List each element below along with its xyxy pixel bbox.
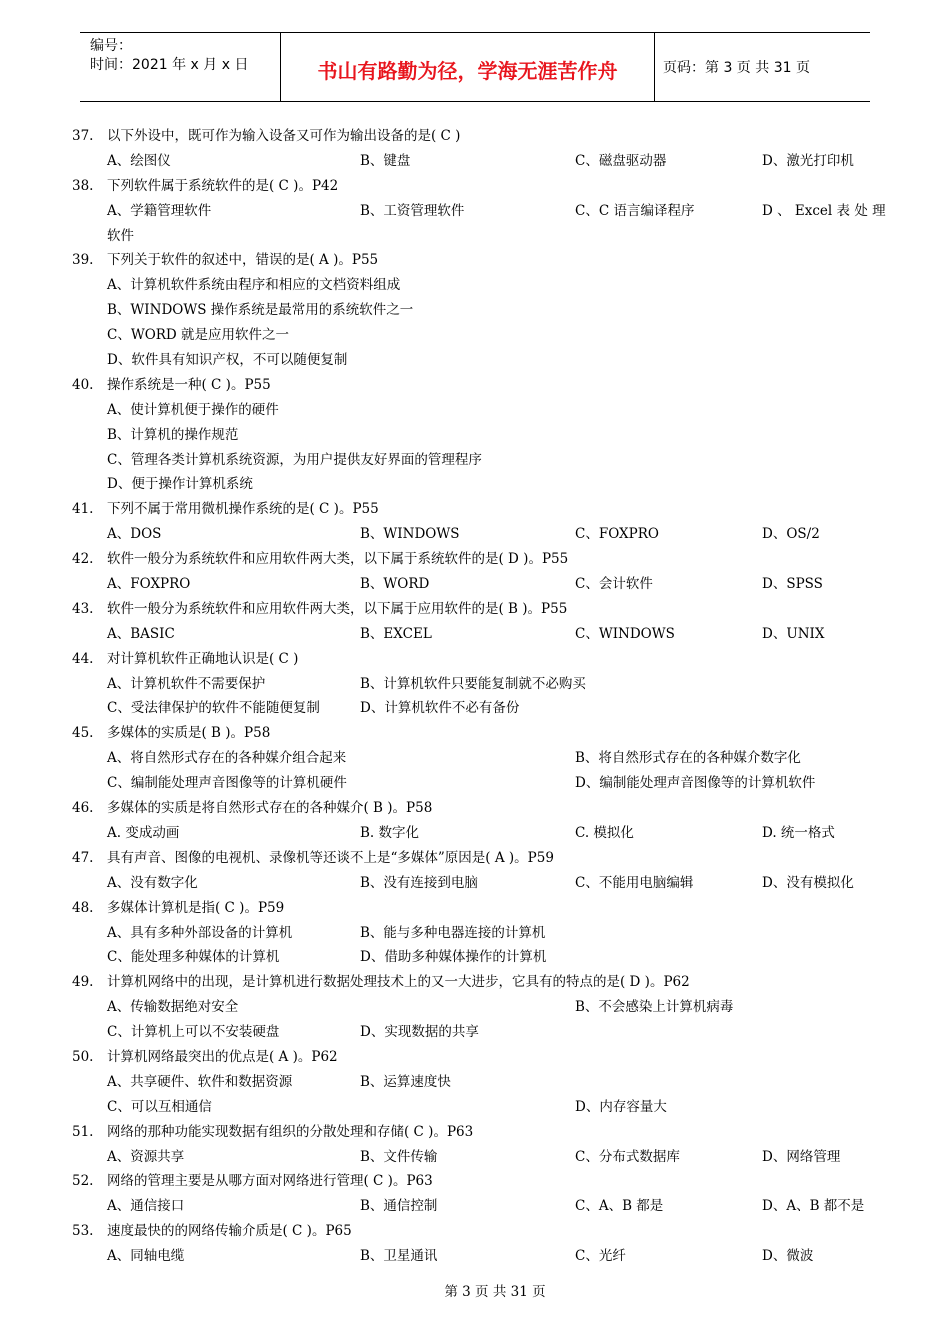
answer-option: C、可以互相通信 xyxy=(107,1098,212,1115)
question-row xyxy=(0,597,950,622)
question-number: 41. xyxy=(72,501,94,518)
question-row xyxy=(0,796,950,821)
answer-option: B、运算速度快 xyxy=(360,1073,451,1090)
answer-option: B、WINDOWS xyxy=(360,526,460,543)
question-text: 下列关于软件的叙述中，错误的是( A )。P55 xyxy=(107,252,379,269)
answer-option: C、C 语言编译程序 xyxy=(575,202,695,219)
answer-option: A、绘图仪 xyxy=(107,152,171,169)
answer-option: A、BASIC xyxy=(107,625,175,642)
answer-option: A、学籍管理软件 xyxy=(107,202,212,219)
question-row xyxy=(0,647,950,672)
answer-option: D、编制能处理声音图像等的计算机软件 xyxy=(575,775,816,792)
question-text: 计算机网络中的出现，是计算机进行数据处理技术上的又一大进步，它具有的特点的是( D )。P62 xyxy=(107,974,690,991)
question-number: 53. xyxy=(72,1223,94,1240)
answer-option: A、将自然形式存在的各种媒介组合起来 xyxy=(107,750,347,767)
options-row xyxy=(0,273,950,298)
answer-option: D、微波 xyxy=(762,1248,814,1265)
answer-option: C、编制能处理声音图像等的计算机硬件 xyxy=(107,775,347,792)
options-row xyxy=(0,1194,950,1219)
answer-option: B、卫星通讯 xyxy=(360,1248,438,1265)
answer-option: B、将自然形式存在的各种媒介数字化 xyxy=(575,750,801,767)
answer-option: D、OS/2 xyxy=(762,526,820,543)
answer-option: C、分布式数据库 xyxy=(575,1148,680,1165)
answer-option: C、管理各类计算机系统资源，为用户提供友好界面的管理程序 xyxy=(107,451,482,468)
question-text: 计算机网络最突出的优点是( A )。P62 xyxy=(107,1048,338,1065)
answer-option: B、计算机的操作规范 xyxy=(107,426,239,443)
doc-date: 时间：2021 年 x 月 x 日 xyxy=(90,57,249,73)
question-text: 具有声音、图像的电视机、录像机等还谈不上是“多媒体”原因是( A )。P59 xyxy=(107,849,554,866)
options-row xyxy=(0,298,950,323)
answer-option: D、借助多种媒体操作的计算机 xyxy=(360,949,547,966)
answer-option: D、网络管理 xyxy=(762,1148,841,1165)
answer-option: A、计算机软件系统由程序和相应的文档资料组成 xyxy=(107,277,401,294)
question-text: 速度最快的的网络传输介质是( C )。P65 xyxy=(107,1223,352,1240)
question-number: 44. xyxy=(72,650,94,667)
answer-option: A、通信接口 xyxy=(107,1198,185,1215)
question-text: 下列不属于常用微机操作系统的是( C )。P55 xyxy=(107,501,379,518)
question-row xyxy=(0,497,950,522)
question-number: 51. xyxy=(72,1123,94,1140)
question-row xyxy=(0,248,950,273)
answer-option: D、SPSS xyxy=(762,576,823,593)
options-row xyxy=(0,1070,950,1095)
answer-option: A、没有数字化 xyxy=(107,874,198,891)
question-number: 47. xyxy=(72,849,94,866)
question-row xyxy=(0,124,950,149)
answer-option: C、受法律保护的软件不能随便复制 xyxy=(107,700,320,717)
answer-option: B、计算机软件只要能复制就不必购买 xyxy=(360,675,586,692)
options-row xyxy=(0,696,950,721)
options-row xyxy=(0,821,950,846)
header-page-cell xyxy=(655,33,870,101)
answer-option: C、A、B 都是 xyxy=(575,1198,664,1215)
header-motto-cell xyxy=(281,33,655,101)
answer-option: D、A、B 都不是 xyxy=(762,1198,865,1215)
answer-option: B. 数字化 xyxy=(360,824,420,841)
answer-option: A、使计算机便于操作的硬件 xyxy=(107,401,279,418)
answer-option: C、光纤 xyxy=(575,1248,626,1265)
header-meta-cell xyxy=(80,33,281,101)
options-row xyxy=(0,672,950,697)
answer-option: D、UNIX xyxy=(762,625,825,642)
answer-option: D、计算机软件不必有备份 xyxy=(360,700,520,717)
question-text: 多媒体的实质是( B )。P58 xyxy=(107,725,271,742)
question-number: 38. xyxy=(72,177,94,194)
question-row xyxy=(0,1045,950,1070)
question-row xyxy=(0,1120,950,1145)
options-row xyxy=(0,1095,950,1120)
question-text: 操作系统是一种( C )。P55 xyxy=(107,376,271,393)
answer-option: D. 统一格式 xyxy=(762,824,835,841)
answer-option: D、实现数据的共享 xyxy=(360,1024,479,1041)
option-continuation-row xyxy=(0,224,950,249)
answer-option: B、能与多种电器连接的计算机 xyxy=(360,924,546,941)
options-row xyxy=(0,348,950,373)
options-row xyxy=(0,323,950,348)
options-row xyxy=(0,771,950,796)
options-row xyxy=(0,572,950,597)
question-number: 39. xyxy=(72,252,94,269)
options-row xyxy=(0,448,950,473)
option-continuation: 软件 xyxy=(107,227,134,244)
question-row xyxy=(0,174,950,199)
options-row xyxy=(0,871,950,896)
answer-option: A、DOS xyxy=(107,526,162,543)
options-row xyxy=(0,398,950,423)
motto-text: 书山有路勤为径，学海无涯苦作舟 xyxy=(317,59,618,83)
question-text: 软件一般分为系统软件和应用软件两大类，以下属于应用软件的是( B )。P55 xyxy=(107,600,568,617)
answer-option: B、通信控制 xyxy=(360,1198,438,1215)
page-footer: 第 3 页 共 31 页 xyxy=(444,1284,546,1300)
options-row xyxy=(0,746,950,771)
answer-option: B、EXCEL xyxy=(360,625,432,642)
question-row xyxy=(0,547,950,572)
answer-option: A、同轴电缆 xyxy=(107,1248,185,1265)
question-text: 网络的管理主要是从哪方面对网络进行管理( C )。P63 xyxy=(107,1173,433,1190)
options-row xyxy=(0,522,950,547)
question-number: 43. xyxy=(72,600,94,617)
question-text: 下列软件属于系统软件的是( C )。P42 xyxy=(107,177,339,194)
answer-option: B、工资管理软件 xyxy=(360,202,465,219)
answer-option: B、没有连接到电脑 xyxy=(360,874,478,891)
answer-option: B、不会感染上计算机病毒 xyxy=(575,999,734,1016)
answer-option: C、计算机上可以不安装硬盘 xyxy=(107,1024,280,1041)
options-row xyxy=(0,622,950,647)
answer-option: A、资源共享 xyxy=(107,1148,185,1165)
question-row xyxy=(0,970,950,995)
header-page-number: 页码：第 3 页 共 31 页 xyxy=(663,60,810,76)
answer-option: D、软件具有知识产权，不可以随便复制 xyxy=(107,352,348,369)
answer-option: C、WINDOWS xyxy=(575,625,675,642)
options-row xyxy=(0,1020,950,1045)
options-row xyxy=(0,423,950,448)
question-text: 软件一般分为系统软件和应用软件两大类，以下属于系统软件的是( D )。P55 xyxy=(107,551,569,568)
question-row xyxy=(0,846,950,871)
answer-option: C、不能用电脑编辑 xyxy=(575,874,694,891)
answer-option: A、具有多种外部设备的计算机 xyxy=(107,924,293,941)
answer-option: D、激光打印机 xyxy=(762,152,854,169)
answer-option: D、没有模拟化 xyxy=(762,874,854,891)
answer-option: C. 模拟化 xyxy=(575,824,634,841)
options-row xyxy=(0,199,950,224)
question-number: 49. xyxy=(72,974,94,991)
answer-option: B、键盘 xyxy=(360,152,411,169)
options-row xyxy=(0,472,950,497)
question-row xyxy=(0,1169,950,1194)
answer-option: B、WORD xyxy=(360,576,430,593)
answer-option: C、能处理多种媒体的计算机 xyxy=(107,949,280,966)
question-number: 52. xyxy=(72,1173,94,1190)
question-list xyxy=(0,124,950,1269)
question-number: 37. xyxy=(72,128,94,144)
answer-option: D、便于操作计算机系统 xyxy=(107,476,253,493)
answer-option: D、内存容量大 xyxy=(575,1098,667,1115)
question-text: 网络的那种功能实现数据有组织的分散处理和存储( C )。P63 xyxy=(107,1123,474,1140)
question-number: 45. xyxy=(72,725,94,742)
question-row xyxy=(0,373,950,398)
answer-option: A、传输数据绝对安全 xyxy=(107,999,239,1016)
question-row xyxy=(0,1219,950,1244)
answer-option: C、会计软件 xyxy=(575,576,653,593)
answer-option: A、共享硬件、软件和数据资源 xyxy=(107,1073,293,1090)
options-row xyxy=(0,995,950,1020)
question-number: 46. xyxy=(72,800,94,817)
answer-option: C、磁盘驱动器 xyxy=(575,152,667,169)
page-header xyxy=(80,32,870,102)
answer-option: B、WINDOWS 操作系统是最常用的系统软件之一 xyxy=(107,302,414,319)
answer-option: C、FOXPRO xyxy=(575,526,659,543)
doc-number-label: 编号： xyxy=(90,38,132,54)
question-row xyxy=(0,896,950,921)
question-text: 对计算机软件正确地认识是( C ) xyxy=(107,650,299,667)
question-text: 多媒体的实质是将自然形式存在的各种媒介( B )。P58 xyxy=(107,800,433,817)
options-row xyxy=(0,1145,950,1170)
options-row xyxy=(0,921,950,946)
options-row xyxy=(0,1244,950,1269)
question-number: 42. xyxy=(72,551,94,568)
question-number: 40. xyxy=(72,376,94,393)
question-text: 多媒体计算机是指( C )。P59 xyxy=(107,899,285,916)
question-text: 以下外设中，既可作为输入设备又可作为输出设备的是( C ) xyxy=(107,128,461,144)
answer-option: A. 变成动画 xyxy=(107,824,180,841)
answer-option: A、计算机软件不需要保护 xyxy=(107,675,266,692)
answer-option: D 、 Excel 表 处 理 xyxy=(762,202,886,219)
question-number: 50. xyxy=(72,1048,94,1065)
question-number: 48. xyxy=(72,899,94,916)
question-row xyxy=(0,721,950,746)
answer-option: B、文件传输 xyxy=(360,1148,438,1165)
answer-option: C、WORD 就是应用软件之一 xyxy=(107,327,290,344)
options-row xyxy=(0,945,950,970)
options-row xyxy=(0,149,950,174)
answer-option: A、FOXPRO xyxy=(107,576,191,593)
